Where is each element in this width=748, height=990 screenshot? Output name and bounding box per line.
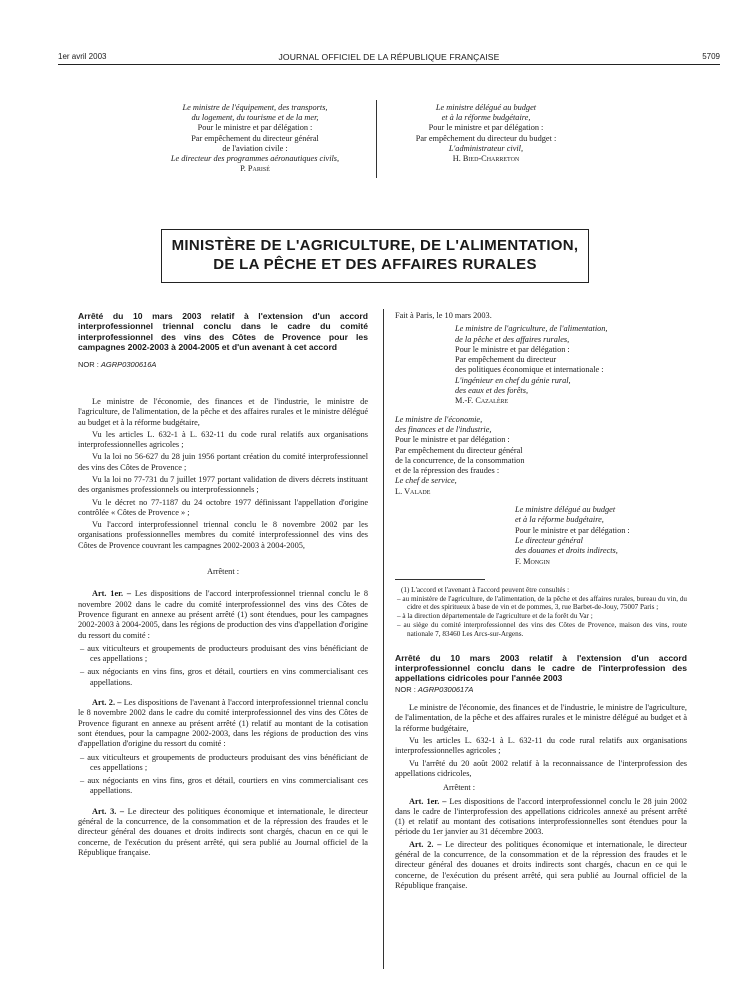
nor-reference: NOR : AGRP0300617A	[395, 684, 474, 694]
ministry-heading-line2: DE LA PÊCHE ET DES AFFAIRES RURALES	[213, 256, 537, 273]
arretent-heading: Arrêtent :	[443, 783, 476, 793]
signature-line: L'administrateur civil,	[448, 143, 524, 153]
signature-line: de la pêche et des affaires rurales,	[455, 334, 570, 344]
vu-paragraph: Vu la loi no 77-731 du 7 juillet 1977 portant validation de divers décrets instituant des organismes professionnels ou interprofessionnels ;	[78, 475, 368, 495]
fait-a-paris: Fait à Paris, le 10 mars 2003.	[395, 311, 492, 320]
column-divider	[383, 309, 384, 969]
column-divider	[376, 100, 377, 178]
signatory-name: F. Mongin	[515, 556, 550, 566]
header-date: 1er avril 2003	[58, 52, 107, 61]
signature-block-budget	[386, 103, 586, 164]
signature-line: Pour le ministre et par délégation :	[455, 344, 570, 354]
signature-line: Le ministre délégué au budget	[515, 505, 616, 515]
signature-line: des douanes et droits indirects,	[515, 546, 618, 556]
vu-paragraph: Vu le décret no 77-1187 du 24 octobre 1977 définissant l'appellation d'origine contrôlée « Côtes de Provence » ;	[78, 497, 368, 517]
signature-line: Le ministre de l'équipement, des transports,	[182, 103, 328, 112]
signature-line: et à la réforme budgétaire,	[515, 515, 604, 525]
vu-paragraph: Vu l'arrêté du 20 août 2002 relatif à la reconnaissance de l'interprofession des appellations cidricoles,	[395, 758, 687, 778]
article-3: Art. 3. – Le directeur des politiques économique et internationale, le directeur général de la concurrence, de la consommation et de la répression des fraudes et le directeur général des douanes et droits indirects sont chargés, chacun en ce qui le concerne, de l'exécution du présent arrêté, qui sera publié au Journal officiel de la République française.	[78, 806, 368, 857]
signature-line: Le chef de service,	[395, 476, 457, 486]
signature-line: Par empêchement du directeur général	[395, 445, 523, 455]
signature-block-equipement	[150, 103, 360, 174]
arrete-cotes-de-provence	[78, 311, 368, 858]
arretent-heading: Arrêtent :	[206, 567, 240, 577]
signature-line: Le directeur des programmes aéronautiques civils,	[170, 154, 340, 164]
signature-line: des eaux et des forêts,	[455, 386, 529, 396]
footnote	[395, 586, 687, 639]
arrete-title: Arrêté du 10 mars 2003 relatif à l'extension d'un accord interprofessionnel triennal conclu dans le cadre du comité interprofessionnel des vins des Côtes de Provence pour les campagnes 2002-2003 à 2004-2005 et d'un avenant à cet accord	[78, 311, 368, 353]
signature-line: de l'aviation civile :	[222, 143, 288, 153]
signature-line: du logement, du tourisme et de la mer,	[191, 113, 319, 123]
signature-line: Par empêchement du directeur du budget :	[415, 133, 557, 143]
article-2-bullet: – aux viticulteurs et groupements de producteurs produisant des vins bénéficiant de ces appellations ;	[80, 752, 368, 772]
footnote-rule	[395, 579, 485, 580]
signatory-name: H. Bied-Charreton	[452, 154, 520, 164]
signature-line: Pour le ministre et par délégation :	[197, 123, 313, 133]
page-number: 5709	[702, 52, 720, 61]
vu-paragraph: Vu la loi no 56-627 du 28 juin 1956 portant création du comité interprofessionnel des vins des Côtes de Provence ;	[78, 452, 368, 472]
signature-line: Par empêchement du directeur	[455, 355, 557, 365]
signature-line: Le ministre de l'agriculture, de l'alimentation,	[455, 324, 608, 334]
nor-reference: NOR : AGRP0300616A	[78, 359, 157, 369]
header-rule	[58, 64, 720, 65]
signature-line: et de la répression des fraudes :	[395, 466, 500, 476]
article-1: Art. 1er. – Les dispositions de l'accord interprofessionnel conclu le 28 juin 2002 dans le cadre de l'interprofession des appellations cidricoles annexé au présent arrêté (1) et relatif au montant des cotisations interprofessionnelles sont étendues pour la période du 1er janvier au 31 décembre 2003.	[395, 796, 687, 837]
right-column	[395, 311, 687, 891]
article-2: Art. 2. – Les dispositions de l'avenant à l'accord interprofessionnel triennal conclu le 8 novembre 2002 dans le cadre du comité interprofessionnel des vins des Côtes de Provence figurant en annexe au présent arrêté (1) relatif au montant de la cotisation sont étendues, pour la campagne 2002-2003, dans les régions de production des vins d'appellation d'origine du ressort du comité :	[78, 698, 368, 749]
signatory-name: L. Valade	[395, 486, 431, 496]
signature-line: des finances et de l'industrie,	[395, 424, 492, 434]
footnote-line: (1) L'accord et l'avenant à l'accord peuvent être consultés :	[401, 585, 570, 594]
signature-line: Pour le ministre et par délégation :	[395, 435, 510, 445]
vu-paragraph: Vu les articles L. 632-1 à L. 632-11 du code rural relatifs aux organisations interprofessionnelles agricoles ;	[395, 736, 687, 756]
vu-paragraph: Vu les articles L. 632-1 à L. 632-11 du code rural relatifs aux organisations interprofessionnelles agricoles ;	[78, 429, 368, 450]
signature-block-economie	[395, 415, 545, 497]
signature-line: L'ingénieur en chef du génie rural,	[455, 375, 571, 385]
signatory-name: M.-F. Cazalère	[455, 396, 509, 406]
article-2-bullet: – aux négociants en vins fins, gros et détail, courtiers en vins commercialisant ces appellations.	[80, 776, 368, 796]
signature-line: de la concurrence, de la consommation	[395, 455, 525, 465]
arrete-title: Arrêté du 10 mars 2003 relatif à l'extension d'un accord interprofessionnel conclu dans le cadre de l'interprofession des appellations cidricoles pour l'année 2003	[395, 652, 687, 684]
signature-line: Le ministre délégué au budget	[435, 103, 537, 112]
signature-line: Pour le ministre et par délégation :	[515, 525, 630, 535]
signature-block-agriculture	[455, 324, 687, 406]
signature-line: Par empêchement du directeur général	[191, 133, 319, 143]
vu-paragraph: Vu l'accord interprofessionnel triennal conclu le 8 novembre 2002 par les organisations professionnelles membres du comité interprofessionnel des vins des Côtes de Provence couvrant les campagnes 2002-2003 à 2004-2005,	[78, 520, 368, 550]
article-1-bullet: – aux négociants en vins fins, gros et détail, courtiers en vins commercialisant ces appellations.	[80, 667, 368, 687]
page-header	[58, 52, 720, 64]
signature-line: Pour le ministre et par délégation :	[428, 123, 544, 133]
signatory-name: P. Parisé	[240, 164, 270, 174]
signature-line: des politiques économique et internationale :	[455, 365, 604, 375]
article-1-bullet: – aux viticulteurs et groupements de producteurs produisant des vins bénéficiant de ces appellations ;	[80, 643, 368, 664]
signature-line: Le ministre de l'économie,	[395, 414, 483, 424]
signature-block-budget-2	[515, 505, 687, 567]
ministry-heading-line1: MINISTÈRE DE L'AGRICULTURE, DE L'ALIMENTATION,	[171, 237, 579, 254]
signature-line: et à la réforme budgétaire,	[441, 113, 531, 123]
footnote-line: – au ministère de l'agriculture, de l'alimentation, de la pêche et des affaires rurales, bureau du vin, du cidre et des spiritueux à base de vin et de pommes, 3, rue Barbet-de-Jouy, 75007 Paris ;	[397, 594, 687, 612]
ministry-heading-box	[161, 229, 589, 283]
preamble-paragraph: Le ministre de l'économie, des finances et de l'industrie, le ministre de l'agriculture, de l'alimentation, de la pêche et des affaires rurales et le ministre délégué au budget et à la réforme budgétaire,	[395, 703, 687, 733]
signature-line: Le directeur général	[515, 535, 583, 545]
preamble-paragraph: Le ministre de l'économie, des finances et de l'industrie, le ministre de l'agriculture, de l'alimentation, de la pêche et des affaires rurales et le ministre délégué au budget et à la réforme budgétaire,	[78, 396, 368, 427]
footnote-line: – à la direction départementale de l'agriculture et de la forêt du Var ;	[397, 612, 593, 621]
arrete-cidricoles	[395, 653, 687, 892]
journal-title: JOURNAL OFFICIEL DE LA RÉPUBLIQUE FRANÇAISE	[278, 52, 500, 62]
footnote-line: – au siège du comité interprofessionnel des vins des Côtes de Provence, maison des vins, route nationale 7, 83460 Les Arcs-sur-Argens.	[397, 621, 687, 638]
article-2: Art. 2. – Le directeur des politiques économique et internationale, le directeur général de la concurrence, de la consommation et de la répression des fraudes et le directeur général des douanes et droits indirects sont chargés, chacun en ce qui le concerne, de l'exécution du présent arrêté, qui sera publié au Journal officiel de la République française.	[395, 839, 687, 890]
article-1: Art. 1er. – Les dispositions de l'accord interprofessionnel triennal conclu le 8 novembre 2002 dans le cadre du comité interprofessionnel des vins des Côtes de Provence figurant en annexe au présent arrêté (1) sont étendues, pour les campagnes 2002-2003 à 2004-2005, dans les régions de production des vins d'appellation d'origine du ressort du comité :	[78, 589, 368, 640]
